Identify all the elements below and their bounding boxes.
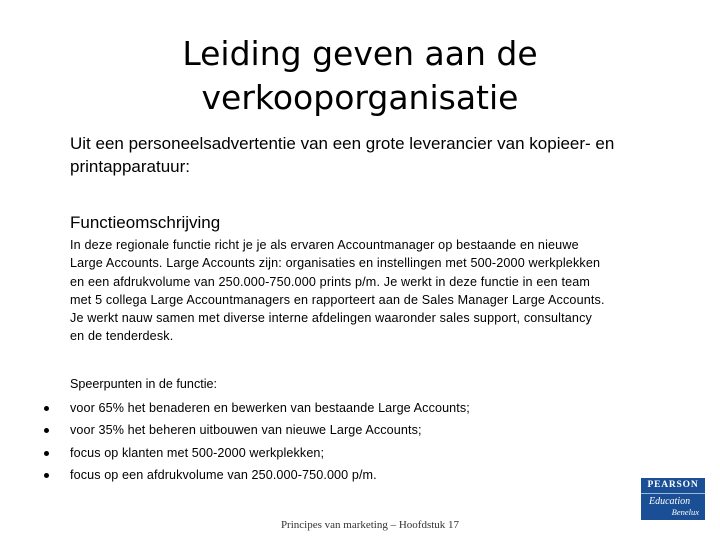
list-item-text: focus op klanten met 500-2000 werkplekken; xyxy=(70,445,325,460)
list-item xyxy=(40,419,660,441)
logo-brand: PEARSON xyxy=(647,480,699,490)
body-line: en een afdrukvolume van 250.000-750.000 prints p/m. Je werkt in deze functie in een team xyxy=(70,274,591,289)
body-line: In deze regionale functie richt je je als ervaren Accountmanager op bestaande en nieuwe xyxy=(70,238,579,252)
intro-text: Uit een personeelsadvertentie van een grote leverancier van kopieer- en printapparatuur: xyxy=(70,134,615,176)
list-heading: Speerpunten in de functie: xyxy=(70,377,218,391)
title-line-2: verkooporganisatie xyxy=(201,78,519,117)
bullet-icon xyxy=(44,451,49,456)
body-line: Large Accounts. Large Accounts zijn: organisaties en instellingen met 500-2000 werkplekken xyxy=(70,256,601,271)
body-line: met 5 collega Large Accountmanagers en rapporteert aan de Sales Manager Large Accounts. xyxy=(70,292,605,307)
body-line: en de tenderdesk. xyxy=(70,329,174,344)
pearson-logo xyxy=(641,478,705,520)
slide-title xyxy=(110,32,610,120)
logo-divider xyxy=(641,493,705,494)
function-description xyxy=(70,236,682,346)
logo-line-2: Benelux xyxy=(671,507,699,517)
list-item-text: voor 35% het beheren uitbouwen van nieuwe Large Accounts; xyxy=(70,423,422,438)
title-line-1: Leiding geven aan de xyxy=(182,34,538,73)
list-item-text: focus op een afdrukvolume van 250.000-750.000 p/m. xyxy=(70,467,377,482)
list-item xyxy=(40,442,660,464)
bullet-icon xyxy=(44,406,49,411)
logo-line-1: Education xyxy=(649,496,691,507)
list-item-text: voor 65% het benaderen en bewerken van bestaande Large Accounts; xyxy=(70,401,470,415)
body-line: Je werkt nauw samen met diverse interne afdelingen waaronder sales support, consultancy xyxy=(70,311,592,326)
list-item xyxy=(40,397,660,419)
bullet-icon xyxy=(44,473,49,478)
slide-footer: Principes van marketing – Hoofdstuk 17 xyxy=(280,519,460,531)
focus-points-list xyxy=(40,397,660,486)
bullet-icon xyxy=(44,428,49,433)
section-heading: Functieomschrijving xyxy=(70,213,221,232)
list-item xyxy=(40,464,660,486)
